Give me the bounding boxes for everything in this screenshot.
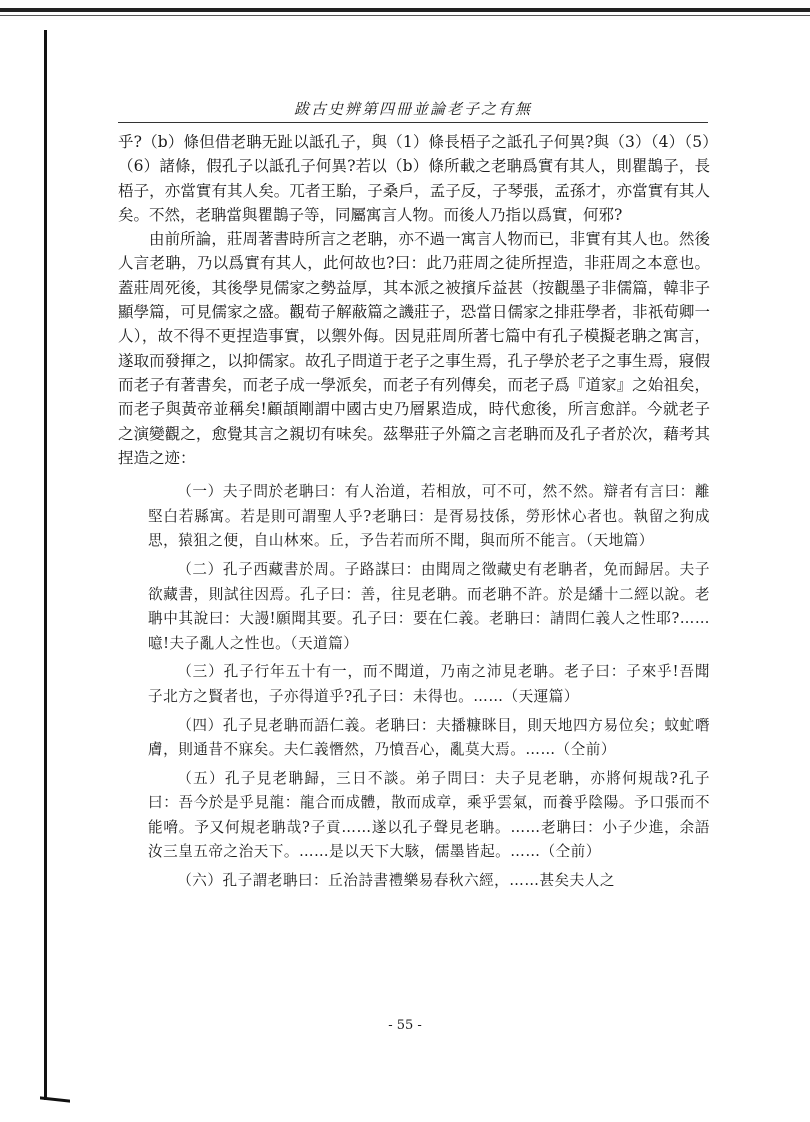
header-rule <box>118 122 708 123</box>
quote-3: （三）孔子行年五十有一，而不聞道，乃南之沛見老聃。老子曰：子來乎!吾聞子北方之賢者也，子亦得道乎?孔子曰：未得也。……（天運篇） <box>148 663 710 705</box>
top-border-rule <box>0 8 810 12</box>
quote-5: （五）孔子見老聃歸，三日不談。弟子問曰：夫子見老聃，亦將何規哉?孔子曰：吾今於是乎見龍：龍合而成體，散而成章，乘乎雲氣，而養乎陰陽。予口張而不能嗋。予又何規老聃哉?子貢……遂以孔子聲見老聃。……老聃曰：小子少進，余語汝三皇五帝之治天下。……是以天下大駭，儒墨皆起。……（仝前） <box>148 769 710 861</box>
page-number: - 55 - <box>388 1018 422 1033</box>
binding-edge-foot <box>40 1096 70 1102</box>
quote-2: （二）孔子西藏書於周。子路謀曰：由聞周之徵藏史有老聃者，免而歸居。夫子欲藏書，則試往因焉。孔子曰：善，往見老聃。而老聃不許。於是繙十二經以說。老聃中其說曰：大謾!願聞其要。孔子曰：要在仁義。老聃曰：請問仁義人之性耶?……噫!夫子亂人之性也。（天道篇） <box>148 560 710 652</box>
spacer <box>118 470 710 476</box>
top-border-thin-rule <box>0 15 810 16</box>
paragraph-1: 乎?（b）條但借老聃无趾以詆孔子，與（1）條長梧子之詆孔子何異?與（3）（4）（5）（6）諸條，假孔子以詆孔子何異?若以（b）條所載之老聃爲實有其人，則瞿鵲子，長梧子，亦當實有其人矣。兀者王駘，子桑戶，孟子反，子琴張，孟孫才，亦當實有其人矣。不然，老聃當與瞿鵲子等，同屬寓言人物。而後人乃指以爲實，何邪? <box>118 133 710 224</box>
page-body <box>118 130 710 894</box>
paragraph-2: 由前所論，莊周著書時所言之老聃，亦不過一寓言人物而已，非實有其人也。然後人言老聃，乃以爲實有其人，此何故也?曰：此乃莊周之徒所捏造，非莊周之本意也。蓋莊周死後，其後學見儒家之勢益厚，其本派之被擯斥益甚（按觀墨子非儒篇，韓非子顯學篇，可見儒家之盛。觀荀子解蔽篇之譏莊子，恐當日儒家之排莊學者，非祇荀卿一人），故不得不更捏造事實，以禦外侮。因見莊周所著七篇中有孔子模擬老聃之寓言，遂取而發揮之，以抑儒家。故孔子問道于老子之事生焉，孔子學於老子之事生焉，寢假而老子有著書矣，而老子成一學派矣，而老子有列傳矣，而老子爲『道家』之始祖矣，而老子與黃帝並稱矣!顧頡剛謂中國古史乃層累造成，時代愈後，所言愈詳。今就老子之演變觀之，愈覺其言之親切有味矣。茲舉莊子外篇之言老聃而及孔子者於次，藉考其捏造之迹： <box>118 230 710 467</box>
running-header: 跋古史辨第四冊並論老子之有無 <box>293 100 532 118</box>
quote-6: （六）孔子謂老聃曰：丘治詩書禮樂易春秋六經，……甚矣夫人之 <box>177 872 615 890</box>
quote-4: （四）孔子見老聃而語仁義。老聃曰：夫播糠眯目，則天地四方易位矣；蚊虻噆膚，則通昔不寐矣。夫仁義憯然，乃憤吾心，亂莫大焉。……（仝前） <box>148 716 710 759</box>
quote-1: （一）夫子問於老聃曰：有人治道，若相放，可不可，然不然。辯者有言曰：離堅白若縣寓。若是則可謂聖人乎?老聃曰：是胥易技係，勞形怵心者也。執留之狗成思，猿狙之便，自山林來。丘，予告若而所不聞，與而所不能言。（天地篇） <box>148 483 710 550</box>
binding-edge-line <box>44 30 47 1100</box>
